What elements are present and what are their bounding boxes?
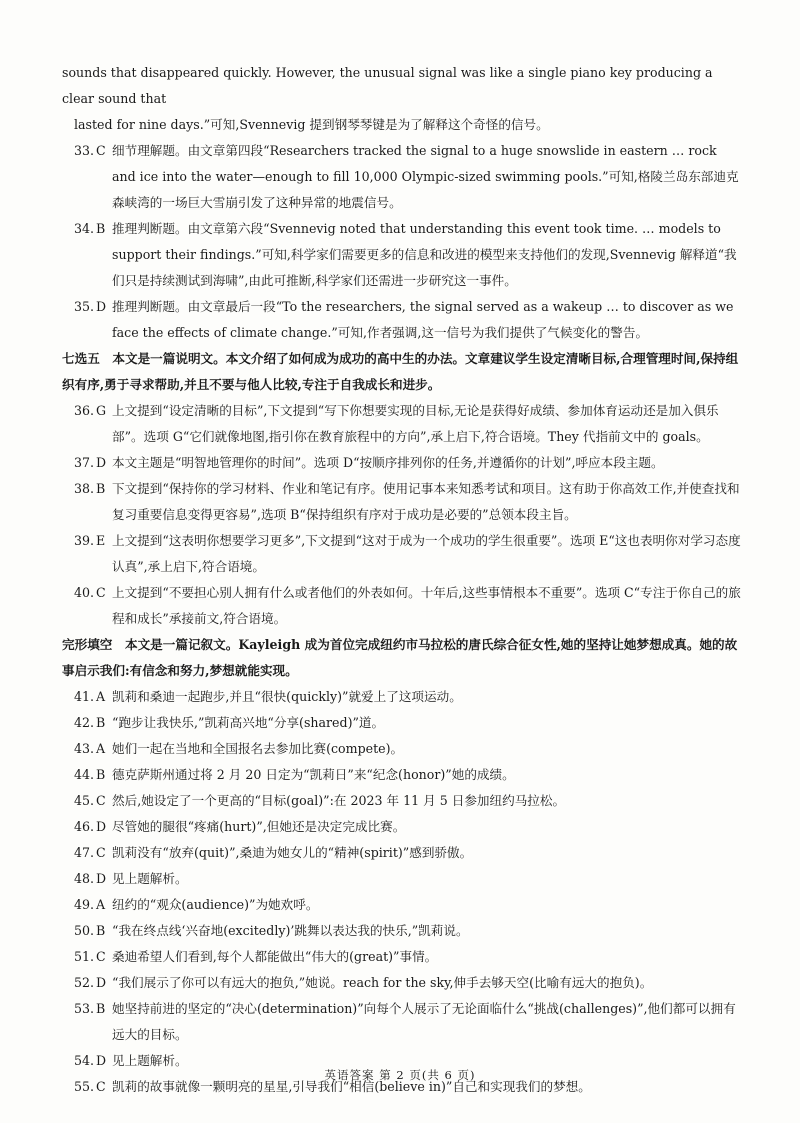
items-cloze [62,684,742,1100]
answer-item [62,450,742,476]
answer-item [62,892,742,918]
answer-letter: D [96,871,107,886]
answer-item [62,216,742,294]
section-heading-cloze: 完形填空 本文是一篇记叙文。Kayleigh 成为首位完成纽约市马拉松的唐氏综合征女性,她的坚持让她梦想成真。她的故事启示我们:有信念和努力,梦想就能实现。 [62,637,738,678]
item-number: 40. [74,585,95,600]
answer-letter: D [96,975,107,990]
section-heading-seven-choose-five: 七选五 本文是一篇说明文。本文介绍了如何成为成功的高中生的办法。文章建议学生设定清晰目标,合理管理时间,保持组织有序,勇于寻求帮助,并且不要与他人比较,专注于自我成长和进步。 [62,351,739,392]
answer-letter: C [96,793,106,808]
answer-letter: D [96,819,107,834]
answer-letter: C [96,585,106,600]
item-explanation: 德克萨斯州通过将 2 月 20 日定为“凯莉日”来“纪念(honor)”她的成绩。 [112,767,515,782]
item-explanation: 上文提到“这表明你想要学习更多”,下文提到“这对于成为一个成功的学生很重要”。选项 E“这也表明你对学习态度认真”,承上启下,符合语境。 [112,533,741,574]
item-number: 35. [74,299,95,314]
item-explanation: 推理判断题。由文章最后一段“To the researchers, the signal served as a wakeup … to discover as we face the effects of climate change.”可知,作者强调,这一信号为我们提供了气候变化的警告。 [112,299,734,340]
item-number: 55. [74,1079,95,1094]
answer-item [62,736,742,762]
answer-item [62,866,742,892]
item-number: 37. [74,455,95,470]
item-number: 53. [74,1001,95,1016]
answer-letter: C [96,1079,106,1094]
answer-item [62,476,742,528]
answer-item [62,528,742,580]
answer-letter: B [96,1001,106,1016]
item-explanation: 然后,她设定了一个更高的“目标(goal)”:在 2023 年 11 月 5 日参加纽约马拉松。 [112,793,566,808]
item-explanation: “我们展示了你可以有远大的抱负,”她说。reach for the sky,伸手去够天空(比喻有远大的抱负)。 [112,975,653,990]
answer-letter: B [96,923,106,938]
answer-item [62,398,742,450]
answer-item [62,918,742,944]
item-number: 54. [74,1053,95,1068]
answer-letter: C [96,143,106,158]
answer-letter: G [96,403,107,418]
item-explanation: 桑迪希望人们看到,每个人都能做出“伟大的(great)”事情。 [112,949,438,964]
item-explanation: 下文提到“保持你的学习材料、作业和笔记有序。使用记事本来知悉考试和项目。这有助于你高效工作,并使查找和复习重要信息变得更容易”,选项 B“保持组织有序对于成功是必要的”总领本段主旨。 [112,481,740,522]
answer-item [62,944,742,970]
item-number: 41. [74,689,95,704]
item-number: 44. [74,767,95,782]
answer-item [62,840,742,866]
item-explanation: 见上题解析。 [112,1053,188,1068]
items-seven-choose-five [62,398,742,632]
item-number: 45. [74,793,95,808]
intro-line: lasted for nine days.”可知,Svennevig 提到钢琴琴键是为了解释这个奇怪的信号。 [74,117,549,132]
answer-item [62,684,742,710]
answer-letter: D [96,455,107,470]
item-number: 39. [74,533,95,548]
item-number: 50. [74,923,95,938]
item-explanation: 上文提到“设定清晰的目标”,下文提到“写下你想要实现的目标,无论是获得好成绩、参加体育运动还是加入俱乐部”。选项 G“它们就像地图,指引你在教育旅程中的方向”,承上启下,符合语境。They 代指前文中的 goals。 [112,403,719,444]
answer-item [62,970,742,996]
item-number: 51. [74,949,95,964]
item-number: 34. [74,221,95,236]
item-number: 48. [74,871,95,886]
item-explanation: 本文主题是“明智地管理你的时间”。选项 D“按顺序排列你的任务,并遵循你的计划”,呼应本段主题。 [112,455,664,470]
item-explanation: “我在终点线‘兴奋地(excitedly)’跳舞以表达我的快乐,”凯莉说。 [112,923,469,938]
answer-letter: D [96,1053,107,1068]
answer-letter: C [96,845,106,860]
item-explanation: 上文提到“不要担心别人拥有什么或者他们的外表如何。十年后,这些事情根本不重要”。选项 C“专注于你自己的旅程和成长”承接前文,符合语境。 [112,585,741,626]
item-explanation: 凯莉的故事就像一颗明亮的星星,引导我们“相信(believe in)”自己和实现我们的梦想。 [112,1079,591,1094]
item-explanation: 细节理解题。由文章第四段“Researchers tracked the signal to a huge snowslide in eastern … rock and ice into the water—enough to fill 10,000 Olympic-sized swimming pools.”可知,格陵兰岛东部迪克森峡湾的一场巨大雪崩引发了这种异常的地震信号。 [112,143,739,210]
answer-letter: A [96,741,106,756]
item-number: 46. [74,819,95,834]
answer-letter: B [96,715,106,730]
answer-item [62,710,742,736]
answer-letter: D [96,299,107,314]
answer-item [62,138,742,216]
answer-letter: B [96,767,106,782]
items-reading-d [62,138,742,346]
item-explanation: 推理判断题。由文章第六段“Svennevig noted that understanding this event took time. … models to support their findings.”可知,科学家们需要更多的信息和改进的模型来支持他们的发现,Svennevig 解释道“我们只是持续测试到海啸”,由此可推断,科学家们还需进一步研究这一事件。 [112,221,737,288]
answer-letter: A [96,689,106,704]
item-explanation: 尽管她的腿很“疼痛(hurt)”,但她还是决定完成比赛。 [112,819,406,834]
answer-item [62,788,742,814]
answer-item [62,580,742,632]
item-number: 47. [74,845,95,860]
item-number: 42. [74,715,95,730]
item-explanation: “跑步让我快乐,”凯莉高兴地“分享(shared)”道。 [112,715,385,730]
answer-item [62,294,742,346]
answer-letter: B [96,221,106,236]
item-explanation: 见上题解析。 [112,871,188,886]
item-explanation: 凯莉和桑迪一起跑步,并且“很快(quickly)”就爱上了这项运动。 [112,689,462,704]
item-number: 43. [74,741,95,756]
answer-item [62,814,742,840]
answer-letter: B [96,481,106,496]
item-number: 36. [74,403,95,418]
intro-line: sounds that disappeared quickly. However, the unusual signal was like a single piano key producing a clear sound that [62,65,713,106]
answer-letter: C [96,949,106,964]
item-number: 38. [74,481,95,496]
answer-letter: E [96,533,106,548]
answer-item [62,762,742,788]
item-number: 52. [74,975,95,990]
answer-item [62,996,742,1048]
answer-page [62,60,742,1100]
item-explanation: 她坚持前进的坚定的“决心(determination)”向每个人展示了无论面临什么“挑战(challenges)”,他们都可以拥有远大的目标。 [112,1001,736,1042]
answer-letter: A [96,897,106,912]
item-explanation: 她们一起在当地和全国报名去参加比赛(compete)。 [112,741,404,756]
item-explanation: 纽约的“观众(audience)”为她欢呼。 [112,897,319,912]
item-number: 49. [74,897,95,912]
item-explanation: 凯莉没有“放弃(quit)”,桑迪为她女儿的“精神(spirit)”感到骄傲。 [112,845,473,860]
item-number: 33. [74,143,95,158]
page-footer: 英语答案 第 2 页(共 6 页) [324,1068,476,1082]
